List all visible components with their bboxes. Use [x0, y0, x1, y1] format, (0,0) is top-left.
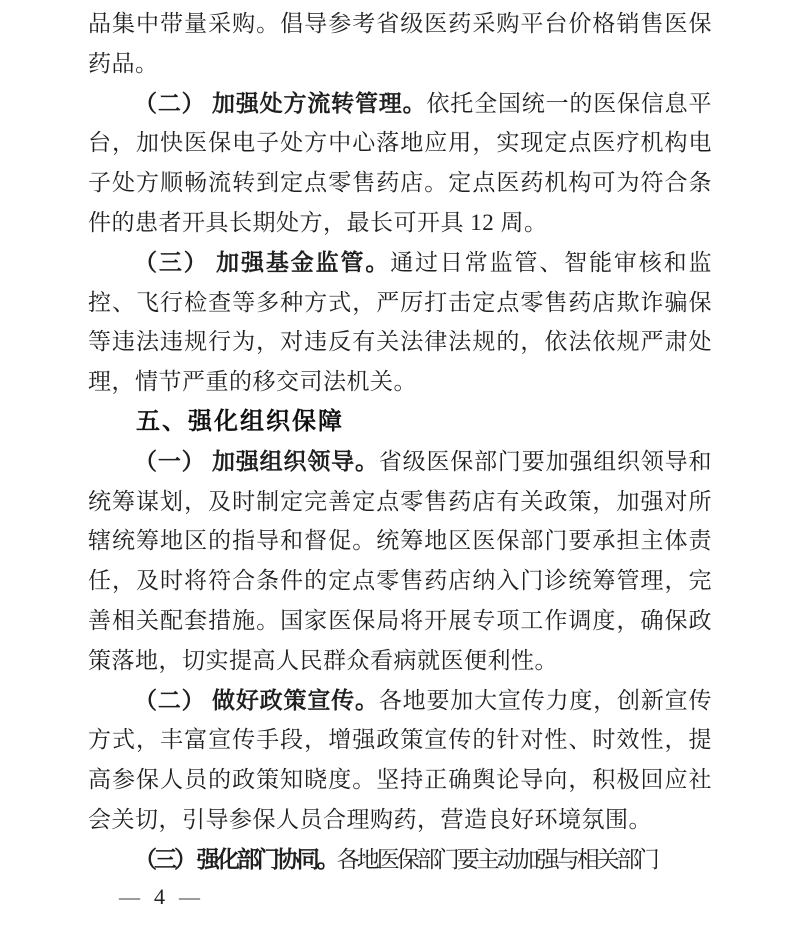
paragraph-text: 省级医保部门要加强组织领导和统筹谋划，及时制定完善定点零售药店有关政策，加强对所辖统筹地区的指导和督促。统筹地区医保部门要承担主体责任，及时将符合条件的定点零售药店纳入门诊统筹管理，完善相关配套措施。国家医保局将开展专项工作调度，确保政策落地，切实提高人民群众看病就医便利性。	[88, 448, 713, 673]
paragraph-lead: （一） 加强组织领导。	[134, 448, 379, 474]
paragraph-drug-procurement-continuation	[88, 4, 712, 84]
footer-dash-left: —	[119, 884, 140, 909]
paragraph-fund-supervision	[88, 243, 712, 402]
section-heading-organizational-support: 五、强化组织保障	[136, 407, 344, 435]
document-body	[88, 4, 712, 880]
paragraph-lead: （三） 强化部门协同。	[134, 846, 337, 872]
paragraph-department-coordination	[88, 840, 712, 880]
paragraph-lead: （二） 加强处方流转管理。	[134, 90, 427, 116]
page-number: 4	[154, 884, 165, 909]
footer-dash-right: —	[179, 884, 200, 909]
paragraph-text: 各地要加大宣传力度，创新宣传方式，丰富宣传手段，增强政策宣传的针对性、时效性，提高参保人员的政策知晓度。坚持正确舆论导向，积极回应社会关切，引导参保人员合理购药，营造良好环境氛围。	[88, 687, 713, 832]
paragraph-organizational-leadership	[88, 442, 712, 681]
page-footer	[119, 884, 200, 910]
paragraph-prescription-flow	[88, 84, 712, 243]
paragraph-policy-publicity	[88, 681, 712, 840]
paragraph-text: 各地医保部门要主动加强与相关部门	[336, 846, 657, 872]
paragraph-text: 品集中带量采购。倡导参考省级医药采购平台价格销售医保药品。	[88, 11, 712, 76]
paragraph-lead: （二） 做好政策宣传。	[134, 687, 379, 713]
paragraph-text: 通过日常监管、智能审核和监控、飞行检查等多种方式，严厉打击定点零售药店欺诈骗保等违法违规行为，对违反有关法律法规的，依法依规严肃处理，情节严重的移交司法机关。	[88, 249, 713, 395]
paragraph-text: 依托全国统一的医保信息平台，加快医保电子处方中心落地应用，实现定点医疗机构电子处方顺畅流转到定点零售药店。定点医药机构可为符合条件的患者开具长期处方，最长可开具 12 周。	[88, 90, 713, 235]
paragraph-lead: （三） 加强基金监管。	[134, 249, 391, 275]
